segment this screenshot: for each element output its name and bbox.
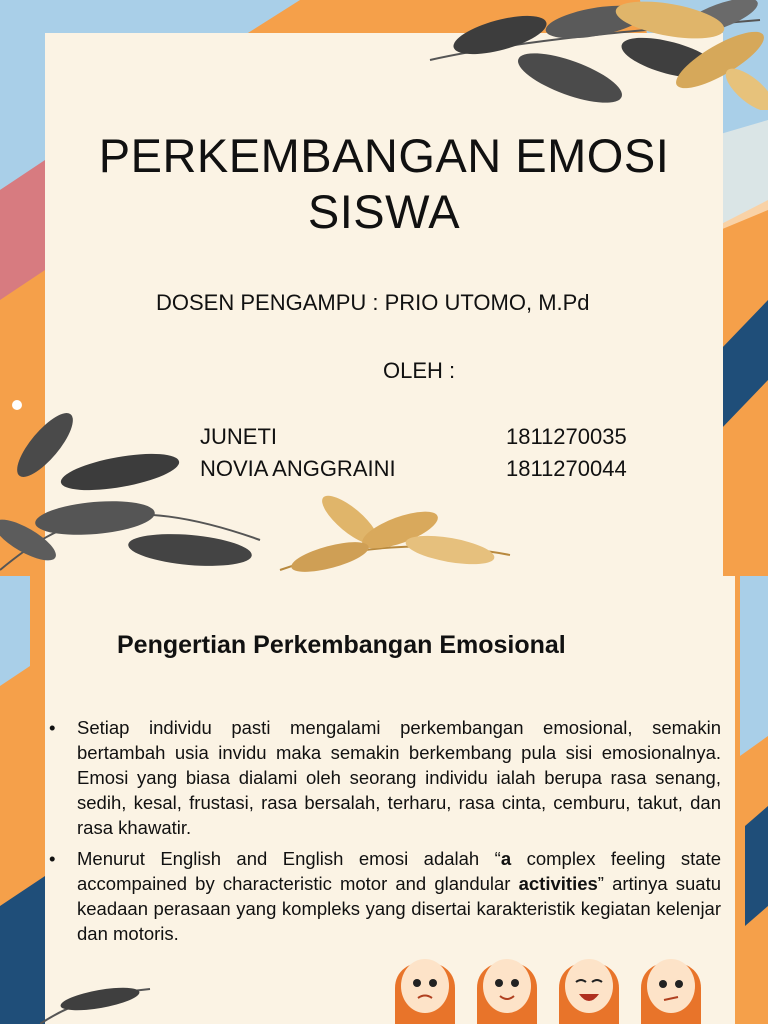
cartoon-face-icon (395, 959, 455, 1024)
leaf-branch-gold-icon (270, 495, 520, 576)
content-slide (0, 576, 768, 1024)
lecturer-line: DOSEN PENGAMPU : PRIO UTOMO, M.Pd (156, 290, 590, 315)
bullet-item (49, 715, 721, 840)
student-name: NOVIA ANGGRAINI (200, 456, 396, 481)
cartoon-face-icon (477, 959, 537, 1024)
bullet-text: Setiap individu pasti mengalami perkembangan emosional, semakin bertambah usia invidu maka semakin berkembang pula sisi emosionalnya. Emosi yang biasa dialami oleh seorang individu ialah berupa rasa senang, sedih, kesal, frustasi, rasa bersalah, terharu, rasa cinta, cemburu, takut, dan rasa khawatir. (77, 717, 721, 838)
section-heading: Pengertian Perkembangan Emosional (117, 631, 566, 659)
by-label: OLEH : (383, 358, 456, 383)
leaf-branch-dark-icon (40, 954, 160, 1024)
student-name: JUNETI (200, 424, 277, 449)
cartoon-face-icon (641, 959, 701, 1024)
presentation-title (45, 128, 723, 240)
leaf-branch-gold-icon (600, 0, 768, 110)
bullet-list (49, 715, 721, 952)
bullet-item (49, 846, 721, 946)
student-id: 1811270035 (506, 424, 627, 449)
bullet-dot: • (49, 717, 56, 738)
title-line-2: SISWA (307, 185, 461, 238)
bullet-text: Menurut English and English emosi adalah “a complex feeling state accompained by characteristic motor and glandular activities” artinya suatu keadaan perasaan yang kompleks yang disertai karakteristik kegiatan kelenjar dan motoris. (77, 848, 721, 944)
student-id: 1811270044 (506, 456, 627, 481)
title-line-1: PERKEMBANGAN EMOSI (98, 129, 670, 182)
bullet-dot: • (49, 848, 56, 869)
cartoon-faces-row (385, 938, 735, 1024)
cartoon-face-icon (559, 959, 619, 1024)
